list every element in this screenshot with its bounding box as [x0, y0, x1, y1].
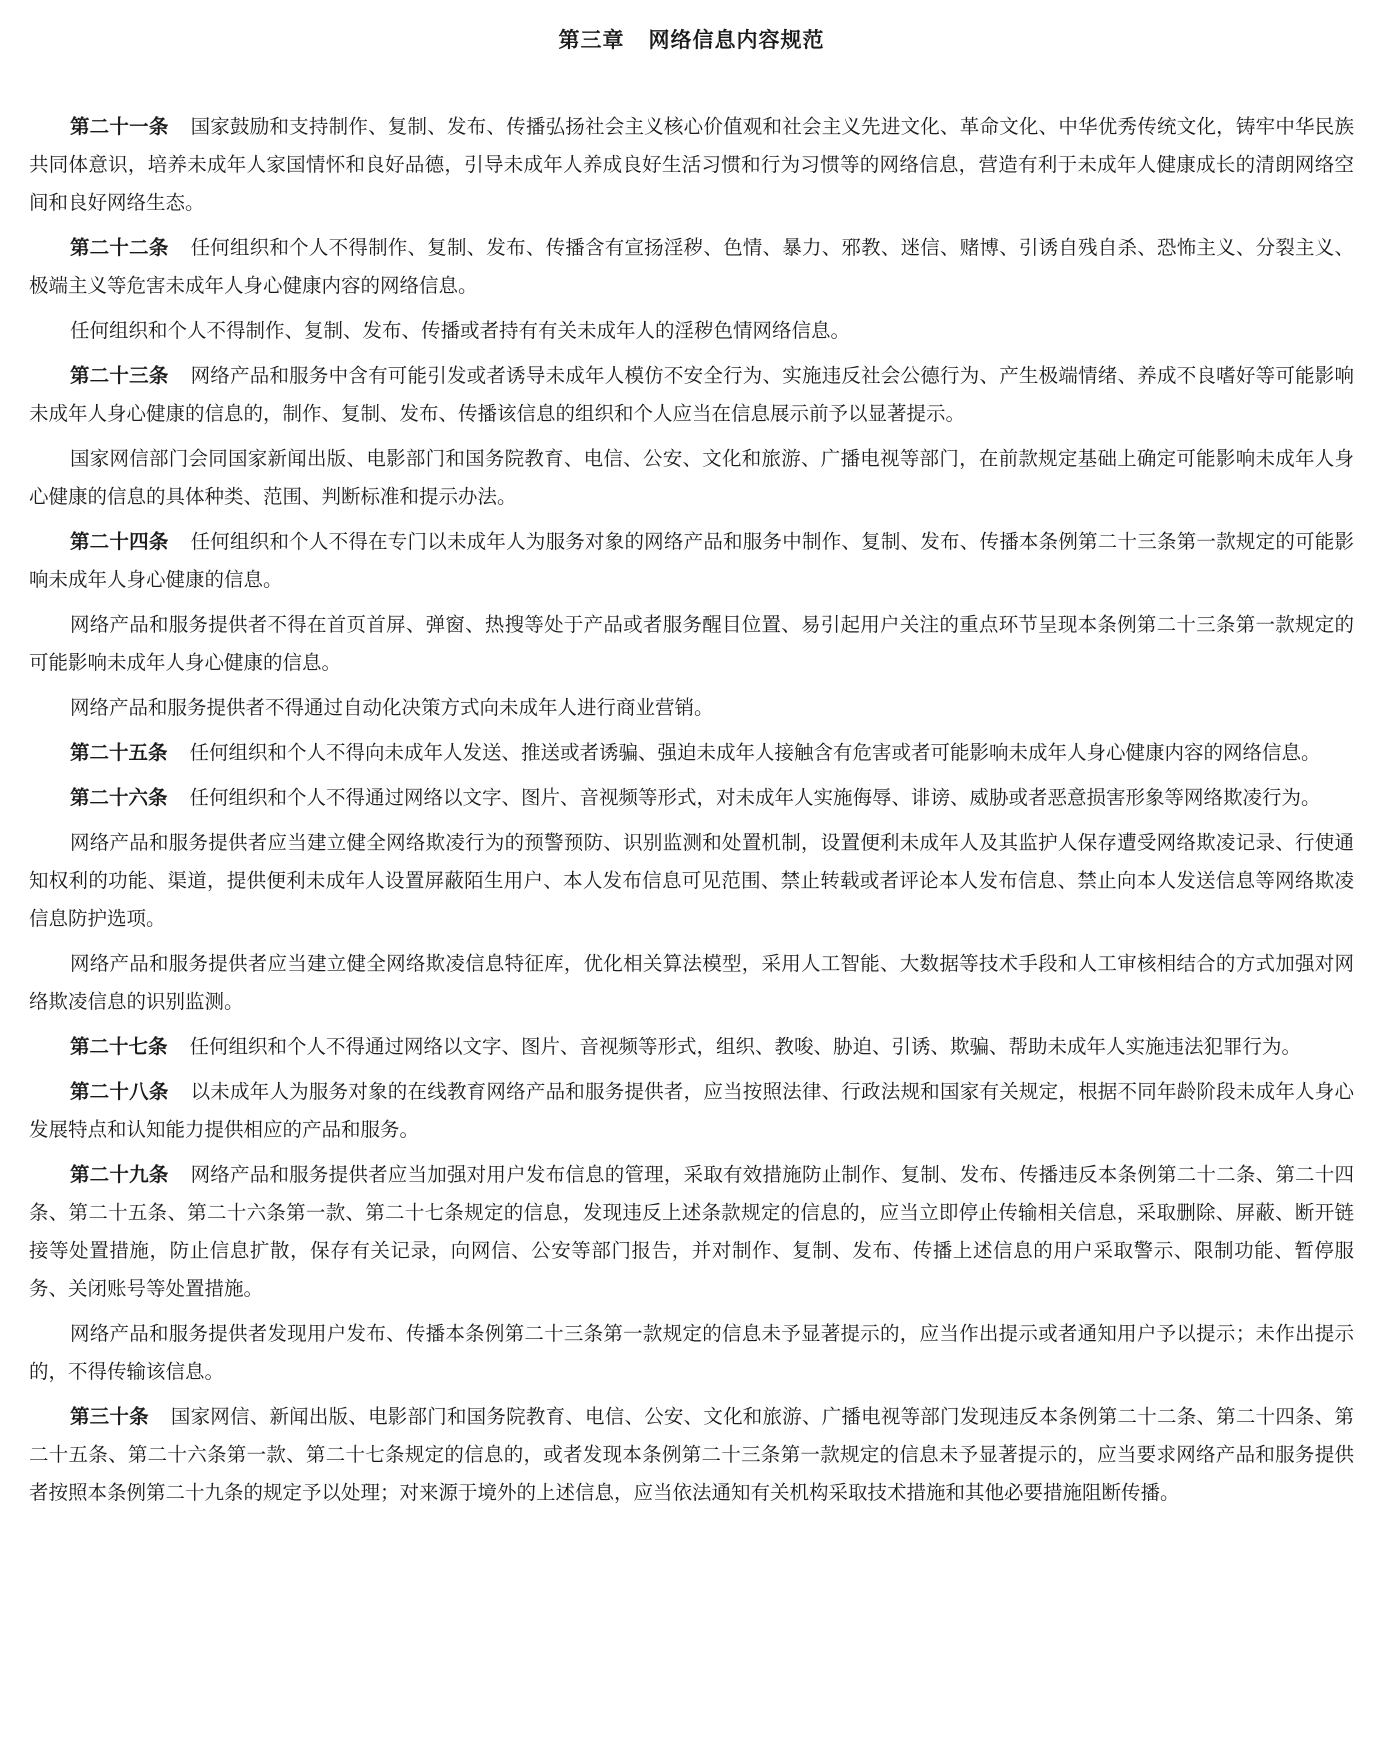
article-paragraph	[29, 1028, 1354, 1066]
article-text: 网络产品和服务提供者应当加强对用户发布信息的管理，采取有效措施防止制作、复制、发布、传播违反本条例第二十二条、第二十四条、第二十五条、第二十六条第一款、第二十七条规定的信息，发现违反上述条款规定的信息的，应当立即停止传输相关信息，采取删除、屏蔽、断开链接等处置措施，防止信息扩散，保存有关记录，向网信、公安等部门报告，并对制作、复制、发布、传播上述信息的用户采取警示、限制功能、暂停服务、关闭账号等处置措施。	[29, 1163, 1354, 1300]
article-paragraph	[29, 357, 1354, 433]
article-text: 网络产品和服务提供者不得在首页首屏、弹窗、热搜等处于产品或者服务醒目位置、易引起用户关注的重点环节呈现本条例第二十三条第一款规定的可能影响未成年人身心健康的信息。	[29, 613, 1354, 674]
article-paragraph	[29, 1073, 1354, 1149]
article-text: 任何组织和个人不得制作、复制、发布、传播含有宣扬淫秽、色情、暴力、邪教、迷信、赌博、引诱自残自杀、恐怖主义、分裂主义、极端主义等危害未成年人身心健康内容的网络信息。	[29, 236, 1354, 297]
article-paragraph	[29, 734, 1354, 772]
article-number: 第二十二条	[69, 236, 169, 259]
article-number: 第二十六条	[69, 786, 168, 809]
article-paragraph	[29, 523, 1354, 599]
article-paragraph	[29, 1156, 1354, 1308]
article-text: 任何组织和个人不得通过网络以文字、图片、音视频等形式，组织、教唆、胁迫、引诱、欺骗、帮助未成年人实施违法犯罪行为。	[189, 1035, 1301, 1058]
article-number: 第二十四条	[69, 530, 169, 553]
article-text: 网络产品和服务中含有可能引发或者诱导未成年人模仿不安全行为、实施违反社会公德行为、产生极端情绪、养成不良嗜好等可能影响未成年人身心健康的信息的，制作、复制、发布、传播该信息的组织和个人应当在信息展示前予以显著提示。	[29, 364, 1354, 425]
article-number: 第二十五条	[69, 741, 168, 764]
article-number: 第二十七条	[69, 1035, 168, 1058]
chapter-number: 第三章	[558, 27, 625, 52]
article-paragraph	[29, 440, 1354, 516]
article-text: 网络产品和服务提供者应当建立健全网络欺凌信息特征库，优化相关算法模型，采用人工智能、大数据等技术手段和人工审核相结合的方式加强对网络欺凌信息的识别监测。	[29, 952, 1354, 1013]
article-number: 第二十三条	[69, 364, 169, 387]
article-number: 第二十一条	[69, 115, 169, 138]
article-paragraph	[29, 689, 1354, 727]
document-body	[29, 108, 1354, 1512]
article-text: 任何组织和个人不得通过网络以文字、图片、音视频等形式，对未成年人实施侮辱、诽谤、威胁或者恶意损害形象等网络欺凌行为。	[189, 786, 1321, 809]
article-text: 以未成年人为服务对象的在线教育网络产品和服务提供者，应当按照法律、行政法规和国家有关规定，根据不同年龄阶段未成年人身心发展特点和认知能力提供相应的产品和服务。	[29, 1080, 1354, 1141]
article-text: 国家网信、新闻出版、电影部门和国务院教育、电信、公安、文化和旅游、广播电视等部门发现违反本条例第二十二条、第二十四条、第二十五条、第二十六条第一款、第二十七条规定的信息的，或者发现本条例第二十三条第一款规定的信息未予显著提示的，应当要求网络产品和服务提供者按照本条例第二十九条的规定予以处理；对来源于境外的上述信息，应当依法通知有关机构采取技术措施和其他必要措施阻断传播。	[29, 1405, 1354, 1504]
chapter-title	[29, 20, 1354, 60]
article-number: 第二十八条	[69, 1080, 169, 1103]
document-page	[29, 20, 1354, 1519]
article-text: 网络产品和服务提供者不得通过自动化决策方式向未成年人进行商业营销。	[69, 696, 714, 719]
article-paragraph	[29, 606, 1354, 682]
article-text: 国家鼓励和支持制作、复制、发布、传播弘扬社会主义核心价值观和社会主义先进文化、革命文化、中华优秀传统文化，铸牢中华民族共同体意识，培养未成年人家国情怀和良好品德，引导未成年人养成良好生活习惯和行为习惯等的网络信息，营造有利于未成年人健康成长的清朗网络空间和良好网络生态。	[29, 115, 1354, 214]
article-paragraph	[29, 1315, 1354, 1391]
article-number: 第三十条	[69, 1405, 149, 1428]
article-number: 第二十九条	[69, 1163, 169, 1186]
chapter-heading: 网络信息内容规范	[648, 27, 825, 52]
article-paragraph	[29, 108, 1354, 222]
article-text: 网络产品和服务提供者发现用户发布、传播本条例第二十三条第一款规定的信息未予显著提示的，应当作出提示或者通知用户予以提示；未作出提示的，不得传输该信息。	[29, 1322, 1354, 1383]
article-paragraph	[29, 824, 1354, 938]
article-paragraph	[29, 779, 1354, 817]
article-paragraph	[29, 229, 1354, 305]
article-paragraph	[29, 312, 1354, 350]
article-text: 任何组织和个人不得在专门以未成年人为服务对象的网络产品和服务中制作、复制、发布、传播本条例第二十三条第一款规定的可能影响未成年人身心健康的信息。	[29, 530, 1354, 591]
article-text: 网络产品和服务提供者应当建立健全网络欺凌行为的预警预防、识别监测和处置机制，设置便利未成年人及其监护人保存遭受网络欺凌记录、行使通知权利的功能、渠道，提供便利未成年人设置屏蔽陌生用户、本人发布信息可见范围、禁止转载或者评论本人发布信息、禁止向本人发送信息等网络欺凌信息防护选项。	[29, 831, 1354, 930]
article-text: 任何组织和个人不得制作、复制、发布、传播或者持有有关未成年人的淫秽色情网络信息。	[69, 319, 850, 342]
article-text: 任何组织和个人不得向未成年人发送、推送或者诱骗、强迫未成年人接触含有危害或者可能影响未成年人身心健康内容的网络信息。	[189, 741, 1321, 764]
article-paragraph	[29, 945, 1354, 1021]
article-text: 国家网信部门会同国家新闻出版、电影部门和国务院教育、电信、公安、文化和旅游、广播电视等部门，在前款规定基础上确定可能影响未成年人身心健康的信息的具体种类、范围、判断标准和提示办法。	[29, 447, 1354, 508]
article-paragraph	[29, 1398, 1354, 1512]
